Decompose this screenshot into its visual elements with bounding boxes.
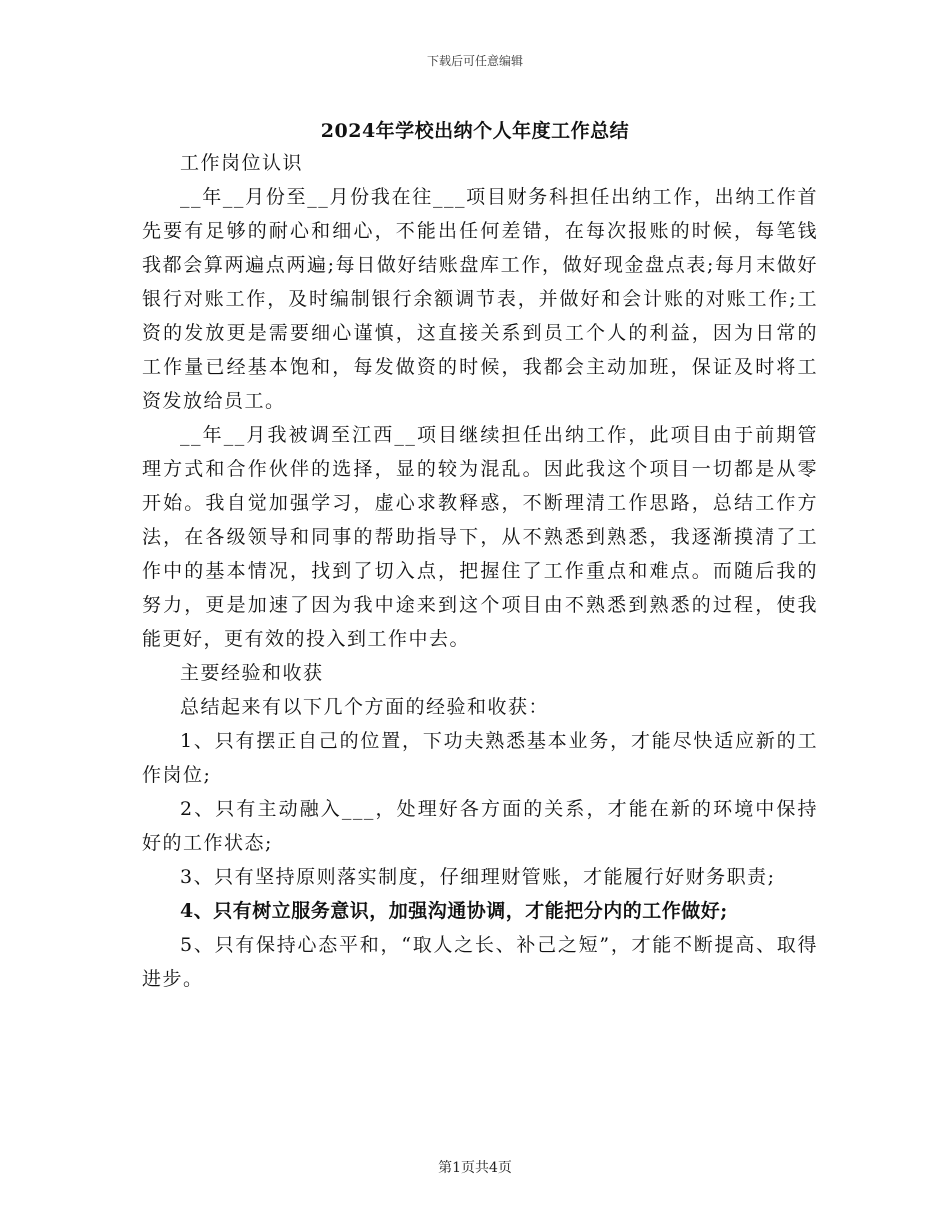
list-item-2: 2、只有主动融入___，处理好各方面的关系，才能在新的环境中保持好的工作状态; [142, 798, 818, 854]
section-heading-experience: 主要经验和收获 [180, 662, 324, 684]
list-item-3: 3、只有坚持原则落实制度，仔细理财管账，才能履行好财务职责; [180, 866, 776, 888]
page-footer: 第1页共4页 [438, 1160, 512, 1176]
list-item-1: 1、只有摆正自己的位置，下功夫熟悉基本业务，才能尽快适应新的工作岗位; [142, 730, 818, 786]
document-body [142, 146, 818, 996]
list-item-5: 5、只有保持心态平和，“取人之长、补己之短”，才能不断提高、取得进步。 [142, 934, 818, 990]
document-title: 2024年学校出纳个人年度工作总结 [320, 120, 630, 142]
list-item-4: 4、只有树立服务意识，加强沟通协调，才能把分内的工作做好; [180, 900, 728, 922]
paragraph-second-assignment: __年__月我被调至江西__项目继续担任出纳工作，此项目由于前期管理方式和合作伙伴的选择，显的较为混乱。因此我这个项目一切都是从零开始。我自觉加强学习，虚心求教释惑，不断理清工作思路，总结工作方法，在各级领导和同事的帮助指导下，从不熟悉到熟悉，我逐渐摸清了工作中的基本情况，找到了切入点，把握住了工作重点和难点。而随后我的努力，更是加速了因为我中途来到这个项目由不熟悉到熟悉的过程，使我能更好，更有效的投入到工作中去。 [142, 424, 818, 650]
page-header: 下载后可任意编辑 [426, 54, 523, 68]
paragraph-first-assignment: __年__月份至__月份我在往___项目财务科担任出纳工作，出纳工作首先要有足够的耐心和细心，不能出任何差错，在每次报账的时候，每笔钱我都会算两遍点两遍;每日做好结账盘库工作，做好现金盘点表;每月末做好银行对账工作，及时编制银行余额调节表，并做好和会计账的对账工作;工资的发放更是需要细心谨慎，这直接关系到员工个人的利益，因为日常的工作量已经基本饱和，每发做资的时候，我都会主动加班，保证及时将工资发放给员工。 [142, 186, 818, 412]
section-heading-job-understanding: 工作岗位认识 [180, 152, 304, 174]
paragraph-summary-intro: 总结起来有以下几个方面的经验和收获： [180, 696, 550, 718]
